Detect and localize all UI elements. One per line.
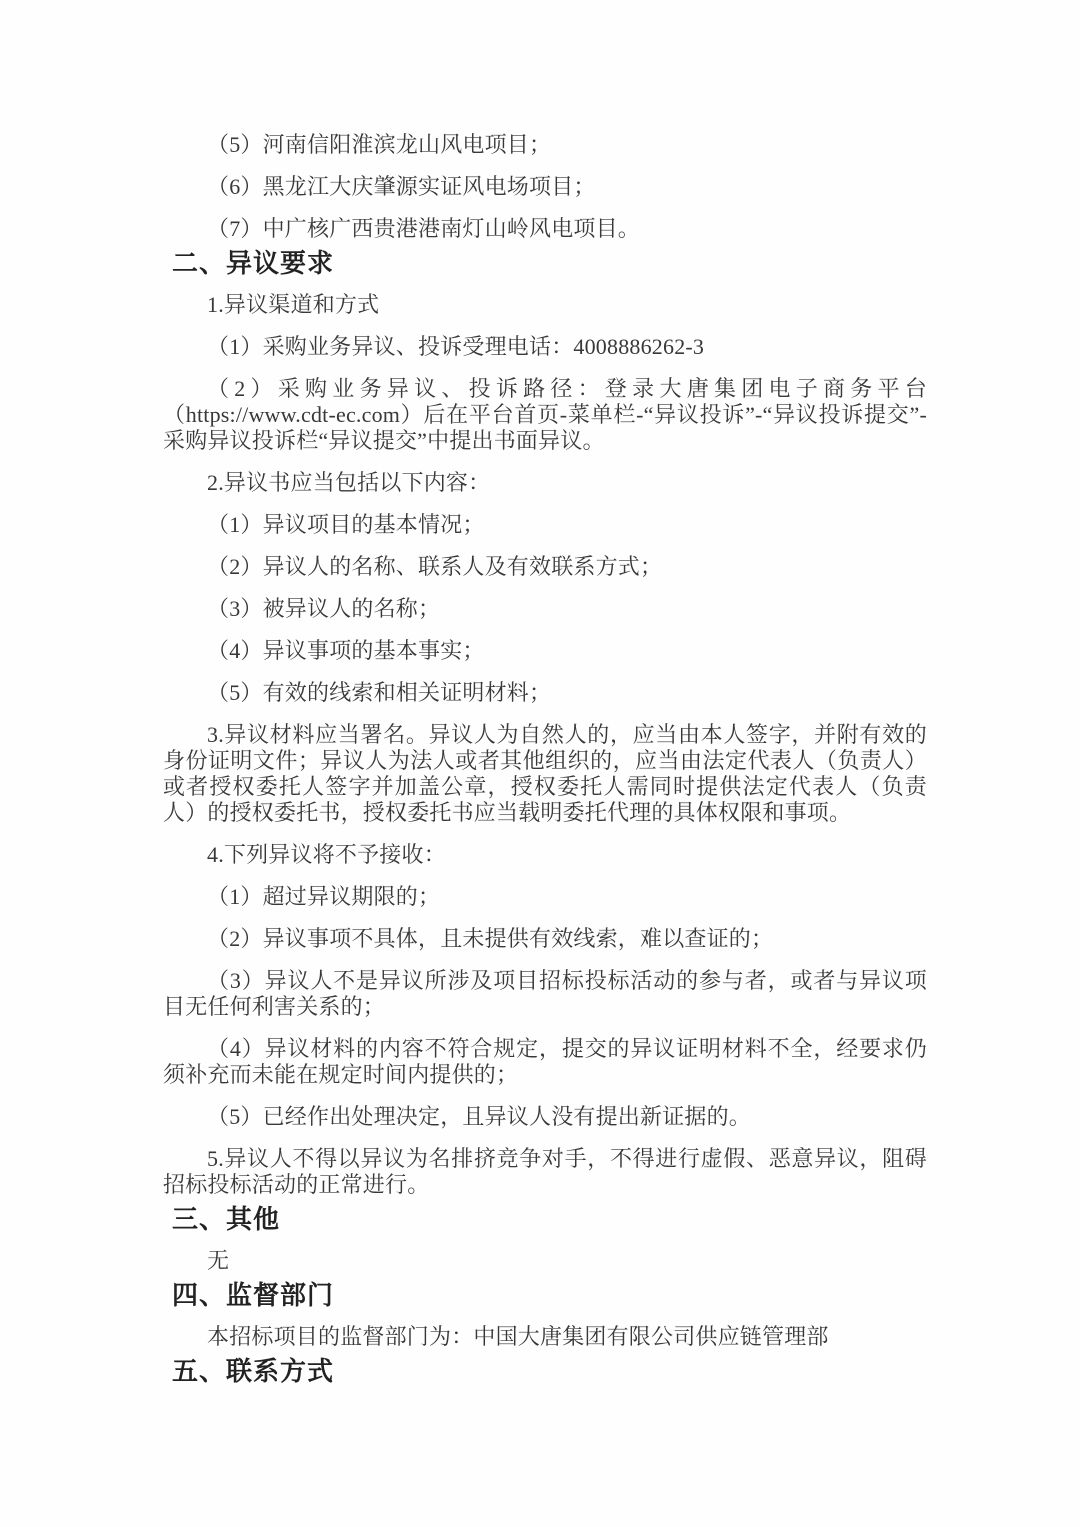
objection-letter-item-5: （5）有效的线索和相关证明材料； (207, 680, 552, 705)
objection-para-rejection-title: 4.下列异议将不予接收： (207, 842, 446, 867)
section-heading-supervision-department: 四、监督部门 (172, 1281, 335, 1311)
objection-letter-item-4: （4）异议事项的基本事实； (207, 638, 485, 663)
rejection-item-1: （1）超过异议期限的； (207, 884, 441, 909)
rejection-item-3: （3）异议人不是异议所涉及项目招标投标活动的参与者，或者与异议项目无任何利害关系的； (163, 968, 927, 1019)
section-heading-other: 三、其他 (172, 1205, 281, 1235)
supervision-department-body: 本招标项目的监督部门为：中国大唐集团有限公司供应链管理部 (207, 1324, 829, 1349)
objection-para-good-faith: 5.异议人不得以异议为名排挤竞争对手，不得进行虚假、恶意异议，阻碍招标投标活动的正常进行。 (163, 1146, 927, 1197)
rejection-item-4: （4）异议材料的内容不符合规定，提交的异议证明材料不全，经要求仍须补充而未能在规定时间内提供的； (163, 1036, 927, 1087)
project-list-item-5: （5）河南信阳淮滨龙山风电项目； (207, 132, 552, 157)
other-body-none: 无 (207, 1248, 230, 1273)
objection-para-signature-rules: 3.异议材料应当署名。异议人为自然人的，应当由本人签字，并附有效的身份证明文件；异议人为法人或者其他组织的，应当由法定代表人（负责人）或者授权委托人签字并加盖公章，授权委托人需同时提供法定代表人（负责人）的授权委托书，授权委托书应当载明委托代理的具体权限和事项。 (163, 722, 927, 825)
rejection-item-2: （2）异议事项不具体，且未提供有效线索，难以查证的； (207, 926, 774, 951)
objection-para-channels-title: 1.异议渠道和方式 (207, 292, 380, 317)
project-list-item-6: （6）黑龙江大庆肇源实证风电场项目； (207, 174, 596, 199)
objection-para-platform-path: （2）采购业务异议、投诉路径：登录大唐集团电子商务平台（https://www.cdt-ec.com）后在平台首页-菜单栏-“异议投诉”-“异议投诉提交”-采购异议投诉栏“异议提交”中提出书面异议。 (163, 376, 927, 453)
objection-letter-item-2: （2）异议人的名称、联系人及有效联系方式； (207, 554, 663, 579)
objection-para-letter-contents-title: 2.异议书应当包括以下内容： (207, 470, 491, 495)
project-list-item-7: （7）中广核广西贵港港南灯山岭风电项目。 (207, 216, 641, 241)
rejection-item-5: （5）已经作出处理决定，且异议人没有提出新证据的。 (207, 1104, 752, 1129)
objection-letter-item-3: （3）被异议人的名称； (207, 596, 441, 621)
section-heading-contact-info: 五、联系方式 (172, 1357, 335, 1387)
objection-letter-item-1: （1）异议项目的基本情况； (207, 512, 485, 537)
section-heading-objection-requirements: 二、异议要求 (172, 249, 335, 279)
objection-para-phone: （1）采购业务异议、投诉受理电话：4008886262-3 (207, 334, 705, 359)
